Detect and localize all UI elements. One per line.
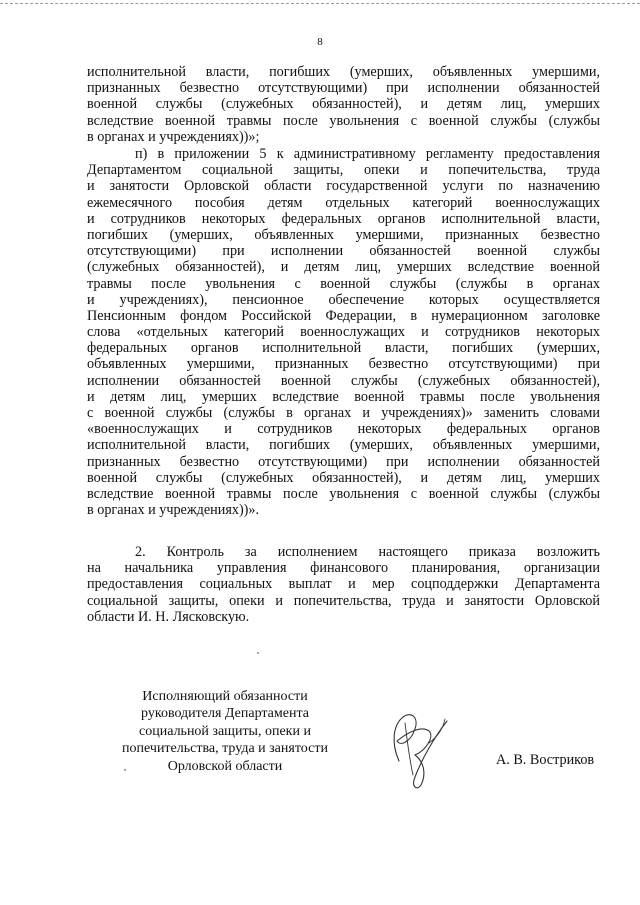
text-line: и детям лиц, умерших вследствие военной травмы после увольнения (87, 388, 600, 405)
text-line: военной службы (служебных обязанностей), и детям лиц, умерших (87, 96, 600, 113)
text-line: области И. Н. Лясковскую. (87, 608, 250, 625)
text-line: и учреждениях), пенсионное обеспечение которых осуществляется (87, 291, 600, 308)
text-line: с военной службы (службы в органах и учреждениях)» заменить словами (87, 405, 600, 421)
position-line: попечительства, труда и занятости (122, 741, 328, 757)
page-number: 8 (317, 36, 323, 48)
position-line: Орловской области (167, 758, 283, 774)
text-line: п) в приложении 5 к административному регламенту предоставления (135, 146, 600, 162)
text-line: признанных безвестно отсутствующими) при исполнении обязанностей (87, 453, 600, 470)
text-line: «военнослужащих и сотрудников некоторых федеральных органов (87, 421, 600, 438)
scan-speck (124, 769, 126, 771)
text-line: в органах и учреждениях))»; (87, 128, 260, 145)
text-line: Департаментом социальной защиты, опеки и попечительства, труда (87, 162, 600, 179)
position-line: руководителя Департамента (141, 706, 309, 722)
text-line: погибших (умерших, объявленных умершими, признанных безвестно (87, 226, 600, 243)
text-line: федеральных органов исполнительной власти, погибших (умерших, (87, 340, 600, 357)
text-line: вследствие военной травмы после увольнения с военной службы (службы (87, 112, 600, 129)
text-line: исполнительной власти, погибших (умерших, объявленных умершими, (87, 437, 600, 454)
text-line: вследствие военной травмы после увольнения с военной службы (службы (87, 485, 600, 502)
text-line: ежемесячного пособия детям отдельных категорий военнослужащих (87, 194, 600, 211)
text-line: отсутствующими) при исполнении обязанностей военной службы (87, 243, 600, 260)
scan-speck (257, 652, 259, 654)
text-line: военной службы (служебных обязанностей), и детям лиц, умерших (87, 469, 600, 486)
signatory-position (110, 688, 340, 775)
text-line: в органах и учреждениях))». (87, 502, 260, 519)
text-line: (служебных обязанностей), и детям лиц, умерших вследствие военной (87, 259, 600, 276)
text-line: исполнительной власти, погибших (умерших, объявленных умершими, (87, 64, 600, 80)
text-line: 2. Контроль за исполнением настоящего приказа возложить (135, 544, 600, 560)
paragraph-item-p (87, 146, 600, 518)
text-line: объявленных умершими, признанных безвестно отсутствующими) при (87, 356, 600, 373)
text-line: исполнении обязанностей военной службы (служебных обязанностей), (87, 372, 600, 389)
text-line: травмы после увольнения с военной службы (службы в органах (87, 275, 600, 292)
continuation-paragraph (87, 64, 600, 145)
text-line: предоставления социальных выплат и мер соцподдержки Департамента (87, 576, 600, 593)
text-line: слова «отдельных категорий военнослужащих и сотрудников некоторых (87, 324, 600, 341)
position-line: социальной защиты, опеки и (139, 723, 311, 739)
text-line: Пенсионным фондом Российской Федерации, в нумерационном заголовке (87, 307, 600, 324)
text-line: и занятости Орловской области государственной услуги по назначению (87, 178, 600, 195)
text-line: на начальника управления финансового планирования, организации (87, 560, 600, 577)
paragraph-item-2 (87, 544, 600, 625)
text-line: признанных безвестно отсутствующими) при исполнении обязанностей (87, 80, 600, 97)
text-line: и сотрудников некоторых федеральных органов исполнительной власти, (87, 210, 600, 227)
position-line: Исполняющий обязанности (142, 689, 308, 704)
top-edge-rule (0, 3, 640, 4)
text-line: социальной защиты, опеки и попечительства, труда и занятости Орловской (87, 592, 600, 609)
handwritten-signature (385, 703, 455, 793)
signer-name: А. В. Востриков (496, 752, 595, 768)
